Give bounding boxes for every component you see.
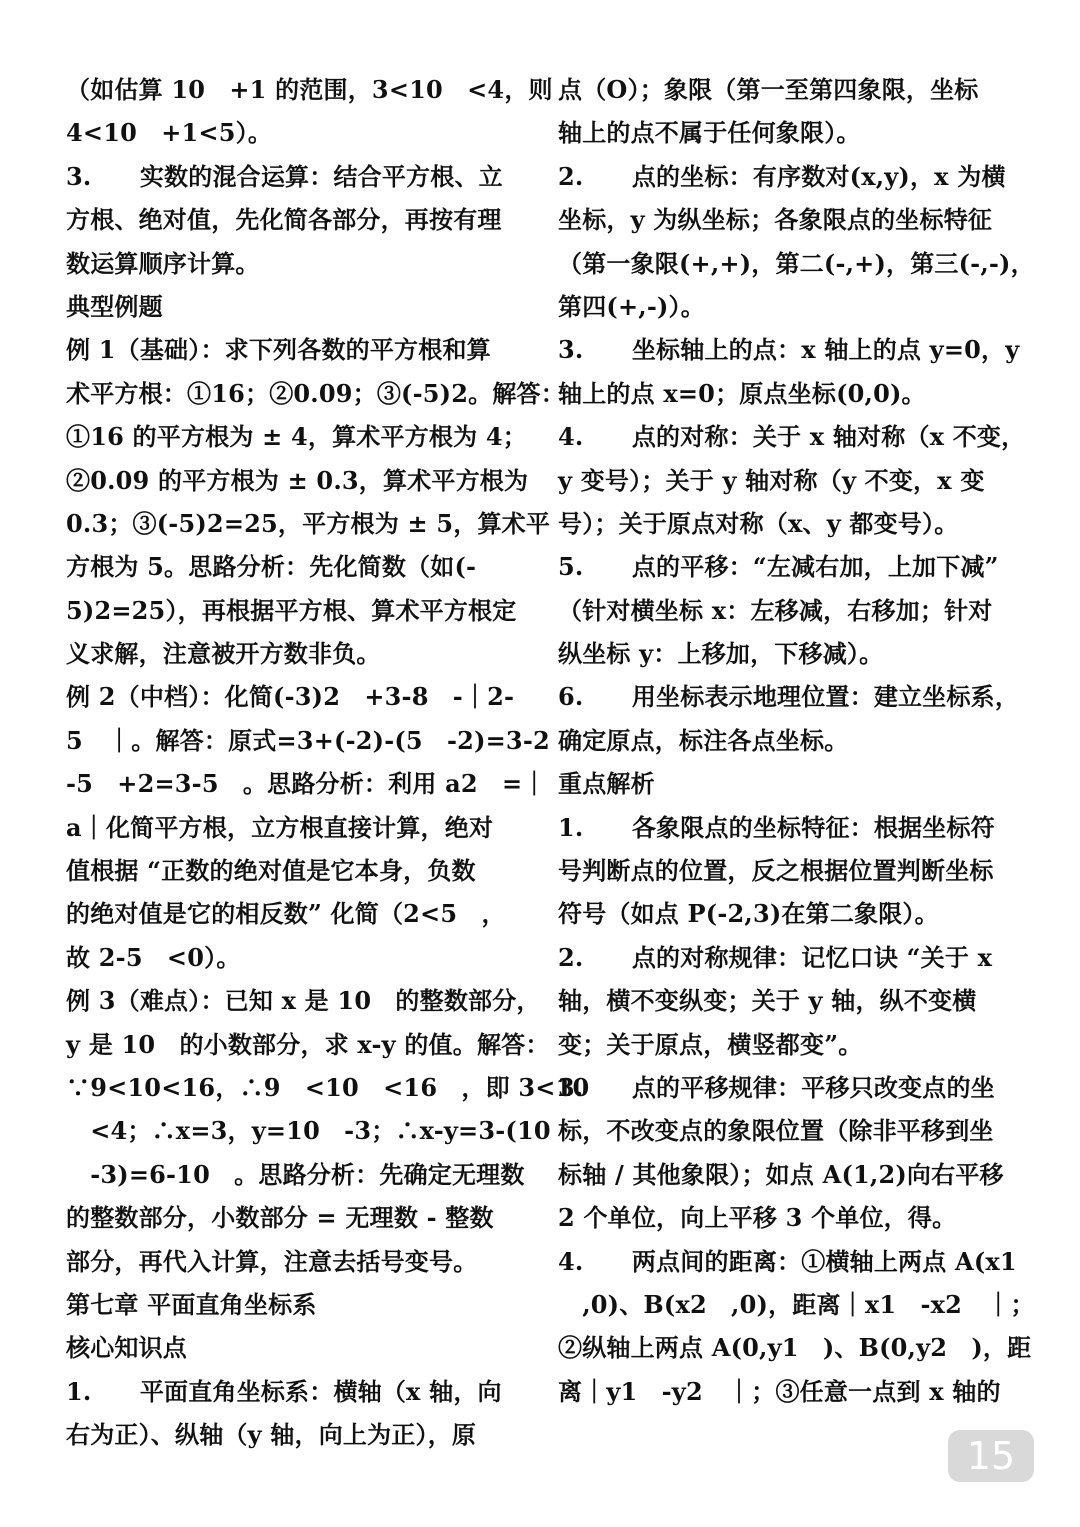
text-line: 方根为 5。思路分析：先化简数（如(- (66, 552, 477, 582)
text-line: 符号（如点 P(-2,3)在第二象限）。 (558, 899, 939, 929)
text-line: 典型例题 (66, 291, 163, 321)
text-line: 1. 平面直角坐标系：横轴（x 轴，向 (66, 1376, 502, 1406)
text-line: 点（O）；象限（第一至第四象限，坐标 (558, 75, 979, 104)
text-line: 值根据 “正数的绝对值是它本身，负数 (66, 856, 476, 886)
text-line: 变；关于原点，横竖都变”。 (558, 1029, 863, 1059)
text-line: 5. 点的平移：“左减右加，上加下减” (558, 552, 999, 582)
text-line: 确定原点，标注各点坐标。 (558, 725, 849, 755)
text-line: （针对横坐标 x：左移减，右移加；针对 (558, 595, 993, 625)
text-line: 坐标，y 为纵坐标；各象限点的坐标特征 (558, 205, 993, 235)
text-line: 6. 用坐标表示地理位置：建立坐标系， (558, 682, 1020, 712)
text-line: -5 +2=3-5 。思路分析：利用 a2 =｜ (66, 769, 547, 799)
text-line: -3)=6-10 。思路分析：先确定无理数 (66, 1159, 525, 1189)
text-line: 3. 坐标轴上的点：x 轴上的点 y=0，y (558, 335, 1020, 365)
text-line: 义求解，注意被开方数非负。 (66, 639, 381, 669)
text-line: 标轴 / 其他象限）；如点 A(1,2)向右平移 (558, 1159, 1004, 1189)
text-line: 例 3（难点）：已知 x 是 10 的整数部分， (66, 986, 541, 1016)
text-line: 轴，横不变纵变；关于 y 轴，纵不变横 (558, 986, 977, 1016)
text-line: 纵坐标 y：上移加，下移减）。 (558, 639, 884, 669)
text-line: 第七章 平面直角坐标系 (66, 1289, 317, 1319)
text-line: 离｜y1 -y2 ｜；③任意一点到 x 轴的 (558, 1376, 1001, 1406)
text-line: ,0)、B(x2 ,0)，距离｜x1 -x2 ｜； (558, 1289, 1035, 1319)
text-line: ①16 的平方根为 ± 4，算术平方根为 4； (66, 422, 527, 452)
text-line: 2. 点的对称规律：记忆口诀 “关于 x (558, 942, 993, 972)
text-line: 例 2（中档）：化简(-3)2 +3-8 -｜2- (66, 682, 515, 712)
text-line: 部分，再代入计算，注意去括号变号。 (66, 1246, 478, 1276)
text-line: 数运算顺序计算。 (66, 248, 260, 278)
text-line: 故 2-5 <0）。 (66, 942, 241, 972)
text-line: ②0.09 的平方根为 ± 0.3，算术平方根为 (66, 465, 529, 495)
text-line: 方根、绝对值，先化简各部分，再按有理 (66, 205, 502, 235)
text-line: 第四(+,-)）。 (558, 291, 705, 321)
text-line: 右为正）、纵轴（y 轴，向上为正），原 (66, 1420, 477, 1450)
text-line: <4；∴x=3，y=10 -3；∴x-y=3-(10 (66, 1116, 551, 1146)
left-column (66, 68, 590, 1457)
text-line: 轴上的点不属于任何象限）。 (558, 118, 861, 148)
text-line: ∵9<10<16，∴9 <10 <16 ，即 3<10 (66, 1072, 590, 1102)
text-line: 标，不改变点的象限位置（除非平移到坐 (558, 1116, 994, 1146)
text-line: 4<10 +1<5）。 (66, 118, 273, 148)
text-line: （如估算 10 +1 的范围，3<10 <4，则 (66, 75, 553, 104)
text-line: 2 个单位，向上平移 3 个单位，得。 (558, 1203, 957, 1233)
text-line: 重点解析 (558, 769, 655, 799)
text-line: 2. 点的坐标：有序数对(x,y)，x 为横 (558, 161, 1006, 191)
text-line: 3. 实数的混合运算：结合平方根、立 (66, 161, 503, 191)
text-line: 0.3；③(-5)2=25，平方根为 ± 5，算术平 (66, 508, 551, 538)
text-line: y 是 10 的小数部分，求 x-y 的值。解答： (66, 1029, 550, 1059)
text-line: 轴上的点 x=0；原点坐标(0,0)。 (558, 378, 926, 408)
text-line: 4. 两点间的距离：①横轴上两点 A(x1 (558, 1246, 1017, 1276)
text-line: 的绝对值是它的相反数” 化简（2<5 ， (66, 899, 506, 929)
page-number-badge: 15 (948, 1430, 1034, 1482)
text-line: 的整数部分，小数部分 = 无理数 - 整数 (66, 1203, 494, 1233)
text-line: 1. 各象限点的坐标特征：根据坐标符 (558, 812, 995, 842)
text-line: 核心知识点 (66, 1333, 187, 1363)
text-line: y 变号）；关于 y 轴对称（y 不变，x 变 (558, 465, 985, 495)
text-line: 号判断点的位置，反之根据位置判断坐标 (558, 856, 994, 886)
text-line: （第一象限(+,+)，第二(-,+)，第三(-,-)， (558, 248, 1035, 278)
text-line: 3. 点的平移规律：平移只改变点的坐 (558, 1072, 995, 1102)
text-line: a｜化简平方根，立方根直接计算，绝对 (66, 812, 494, 842)
text-line: 5)2=25），再根据平方根、算术平方根定 (66, 595, 517, 625)
right-column (558, 68, 1035, 1413)
text-line: 术平方根：①16；②0.09；③(-5)2。解答： (66, 378, 565, 408)
text-line: ②纵轴上两点 A(0,y1 )、B(0,y2 )，距 (558, 1333, 1032, 1363)
text-line: 4. 点的对称：关于 x 轴对称（x 不变， (558, 422, 1026, 452)
text-line: 例 1（基础）：求下列各数的平方根和算 (66, 335, 491, 365)
text-line: 5 ｜。解答：原式=3+(-2)-(5 -2)=3-2 (66, 725, 550, 755)
text-line: 号）；关于原点对称（x、y 都变号）。 (558, 508, 959, 538)
